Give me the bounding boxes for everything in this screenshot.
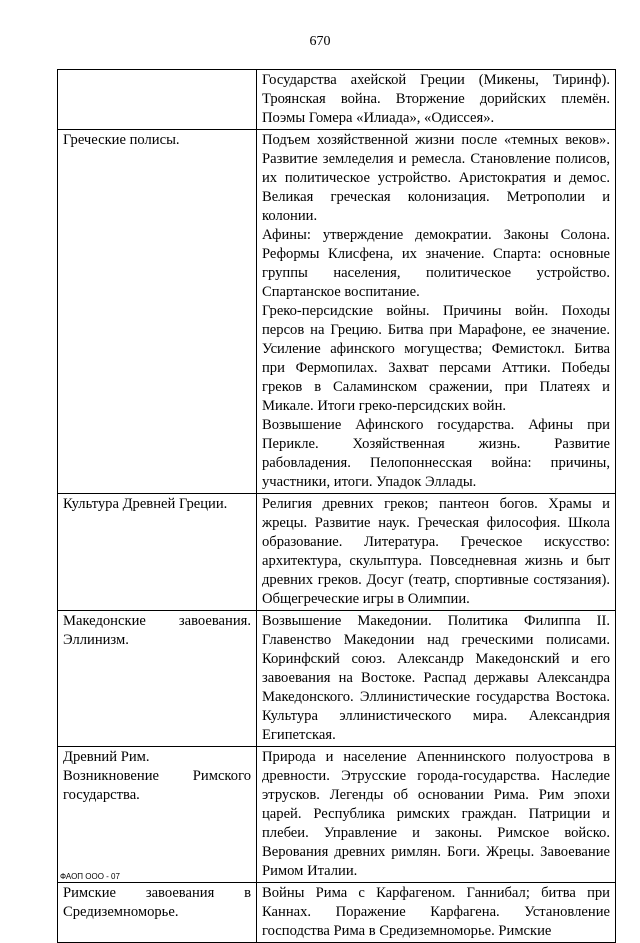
topic-title: Возникновение Римского государства. xyxy=(63,768,251,803)
content-paragraph: Религия древних греков; пантеон богов. Храмы и жрецы. Развитие наук. Греческая философия. Школа образование. Литература. Греческое искусство: архитектура, скульптура. Повседневная жизнь и быт древних греков. Досуг (театр, спортивные состязания). Общегреческие игры в Олимпии. xyxy=(262,496,610,607)
content-paragraph: Греко-персидские войны. Причины войн. Походы персов на Грецию. Битва при Марафоне, ее значение. Усиление афинского могущества; Фемистокл. Битва при Фермопилах. Захват персами Аттики. Победы греков в Саламинском сражении, при Платеях и Микале. Итоги греко-персидских войн. xyxy=(262,303,610,414)
content-cell xyxy=(257,130,616,494)
topic-cell xyxy=(58,883,257,943)
topic-title: Македонские завоевания. Эллинизм. xyxy=(63,613,251,648)
content-cell xyxy=(257,883,616,943)
content-paragraph: Возвышение Македонии. Политика Филиппа II. Главенство Македонии над греческими полисами. Коринфский союз. Александр Македонский и его завоевания на Востоке. Распад державы Александра Македонского. Эллинистические государства Востока. Культура эллинистического мира. Александрия Египетская. xyxy=(262,613,610,743)
topic-cell xyxy=(58,130,257,494)
curriculum-table xyxy=(57,69,616,943)
page-number: 670 xyxy=(309,34,331,49)
content-cell xyxy=(257,747,616,883)
topic-cell xyxy=(58,70,257,130)
topic-title: Греческие полисы. xyxy=(63,132,180,148)
topic-title: Римские завоевания в Средиземноморье. xyxy=(63,885,251,920)
footer-code: ФАОП ООО - 07 xyxy=(60,872,120,881)
table-row xyxy=(58,883,616,943)
content-cell xyxy=(257,70,616,130)
content-paragraph: Государства ахейской Греции (Микены, Тиринф). Троянская война. Вторжение дорийских племён. Поэмы Гомера «Илиада», «Одиссея». xyxy=(262,72,610,126)
content-paragraph: Природа и население Апеннинского полуострова в древности. Этрусские города-государства. Наследие этрусков. Легенды об основании Рима. Рим эпохи царей. Республика римских граждан. Патриции и плебеи. Управление и законы. Римское войско. Верования древних римлян. Боги. Жрецы. Завоевание Римом Италии. xyxy=(262,749,610,879)
content-cell xyxy=(257,611,616,747)
content-cell xyxy=(257,494,616,611)
topic-cell xyxy=(58,494,257,611)
topic-cell xyxy=(58,747,257,883)
topic-title: Культура Древней Греции. xyxy=(63,496,228,512)
table-row xyxy=(58,747,616,883)
table-row xyxy=(58,494,616,611)
table-row xyxy=(58,611,616,747)
content-paragraph: Возвышение Афинского государства. Афины при Перикле. Хозяйственная жизнь. Развитие рабовладения. Пелопоннесская война: причины, участники, итоги. Упадок Эллады. xyxy=(262,417,610,490)
content-paragraph: Войны Рима с Карфагеном. Ганнибал; битва при Каннах. Поражение Карфагена. Установление господства Рима в Средиземноморье. Римские xyxy=(262,885,610,939)
table-row xyxy=(58,130,616,494)
topic-title: Древний Рим. xyxy=(63,749,150,765)
table-row xyxy=(58,70,616,130)
content-paragraph: Афины: утверждение демократии. Законы Солона. Реформы Клисфена, их значение. Спарта: основные группы населения, политическое устройство. Спартанское воспитание. xyxy=(262,227,610,300)
topic-cell xyxy=(58,611,257,747)
content-paragraph: Подъем хозяйственной жизни после «темных веков». Развитие земледелия и ремесла. Становление полисов, их политическое устройство. Аристократия и демос. Великая греческая колонизация. Метрополии и колонии. xyxy=(262,132,610,224)
